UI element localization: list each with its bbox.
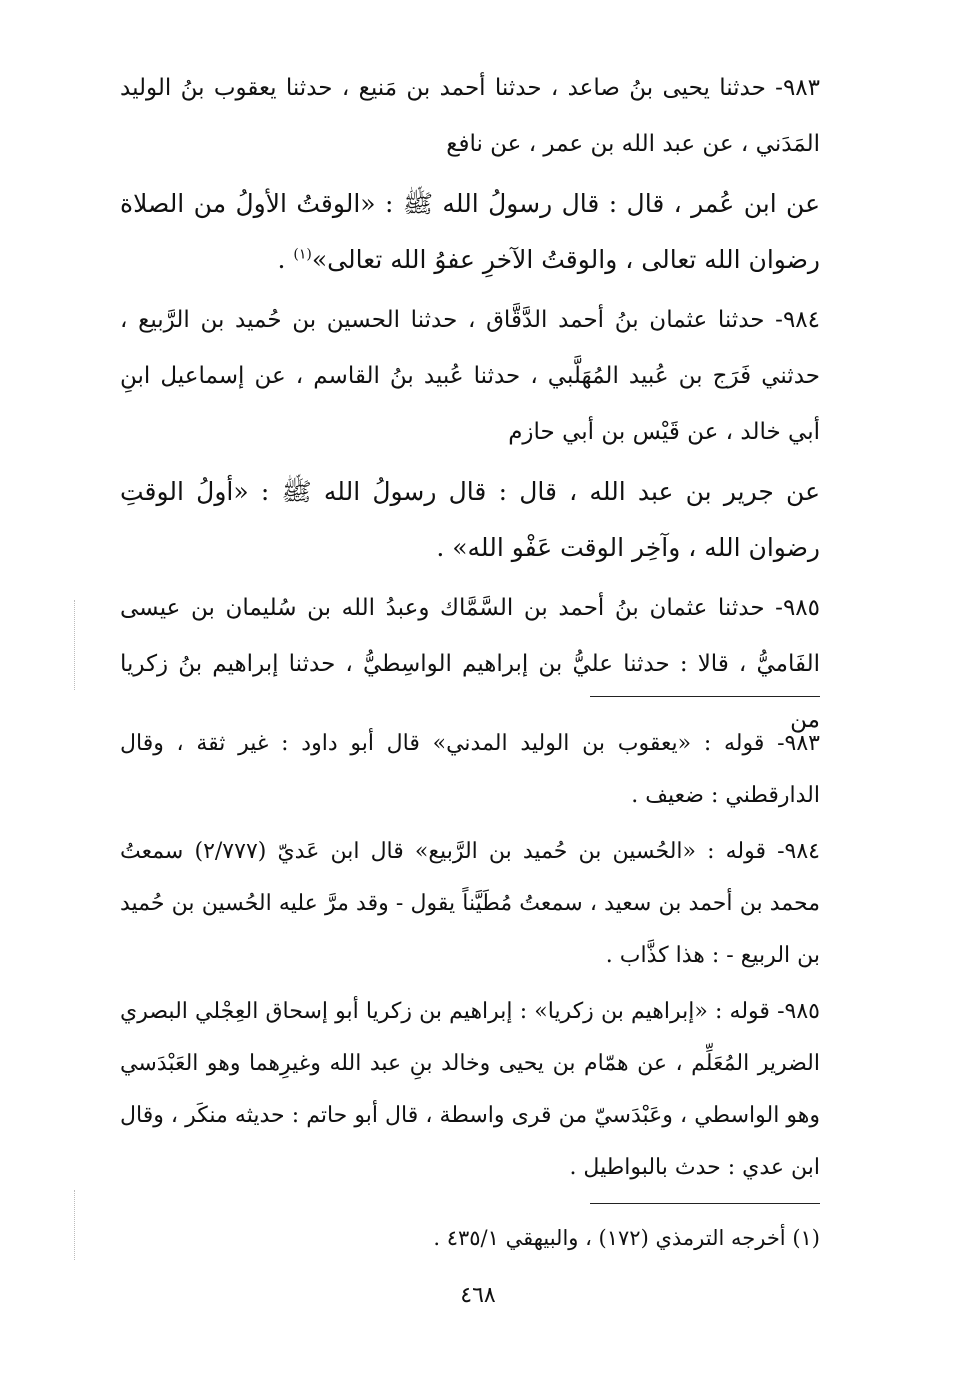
hadith-983-matn-text: عن ابن عُمر ، قال : قال رسولُ الله ﷺ : «الوقتُ الأولُ من الصلاة رضوان الله تعالى ، والوقتُ الآخرِ عفوُ الله تعالى»: [120, 189, 820, 274]
hadith-985-isnad: ٩٨٥- حدثنا عثمان بنُ أحمد بن السَّمَّاك وعبدُ الله بن سُليمان بن عيسى الفَاميُّ ، قالا : حدثنا عليُّ بن إبراهيم الواسِطيُّ ، حدثنا إبراهيم بنُ زكريا من: [120, 595, 820, 733]
comment-984: ٩٨٤- قوله : «الحُسين بن حُميد بن الرَّبيع» قال ابن عَديّ (٢/٧٧٧) سمعتُ محمد بن أحمد بن سعيد ، سمعتُ مُطَيَّناً يقول - وقد مرَّ عليه الحُسين بن حُميد بن الربيع - : هذا كذَّاب .: [120, 839, 820, 968]
page-number: ٤٦٨: [460, 1283, 496, 1308]
margin-mark: [74, 1190, 75, 1260]
margin-mark: [74, 600, 75, 690]
hadith-983-isnad: ٩٨٣- حدثنا يحيى بنُ صاعد ، حدثنا أحمد بن مَنيع ، حدثنا يعقوب بنُ الوليد المَدَني ، عن عبد الله بن عمر ، عن نافع: [120, 75, 820, 157]
footnote-separator: [590, 1203, 820, 1204]
hadith-984-isnad: ٩٨٤- حدثنا عثمان بنُ أحمد الدَّقَّاق ، حدثنا الحسين بن حُميد بن الرَّبيع ، حدثني فَرَج بن عُبيد المُهَلَّبي ، حدثنا عُبيد بنُ القاسم ، عن إسماعيل ابنِ أبي خالد ، عن قَيْس بن أبي حازم: [120, 307, 820, 445]
hadith-983-end: .: [277, 245, 294, 274]
comment-985: ٩٨٥- قوله : «إبراهيم بن زكريا» : إبراهيم بن زكريا أبو إسحاق العِجْلي البصري الضرير المُعَلِّم ، عن همّام بن يحيى وخالد بنِ عبد الله وغيرِهما وهو العَبْدَسي وهو الواسطي ، وعَبْدَسيّ من قرى واسطة ، قال أبو حاتم : حديثه منكَر ، وقال ابن عدي : حدث بالبواطيل .: [120, 999, 820, 1180]
comment-983: ٩٨٣- قوله : «يعقوب بن الوليد المدني» قال أبو داود : غير ثقة ، وقال الدارقطني : ضعيف .: [120, 731, 820, 808]
hadith-984-matn: عن جرير بن عبد الله ، قال : قال رسولُ الله ﷺ : «أولُ الوقتِ رضوان الله ، وآخِر الوقت عَفْو الله» .: [120, 477, 820, 562]
footnote-ref: (١): [293, 246, 312, 263]
hadith-983-matn: [120, 176, 820, 288]
main-text: [120, 60, 820, 748]
main-separator: [590, 696, 820, 697]
commentary: [120, 718, 820, 1194]
footnote-1: (١) أخرجه الترمذي (١٧٢) ، والبيهقي ٤٣٥/١ .: [433, 1226, 820, 1250]
footnotes: [120, 1218, 820, 1258]
